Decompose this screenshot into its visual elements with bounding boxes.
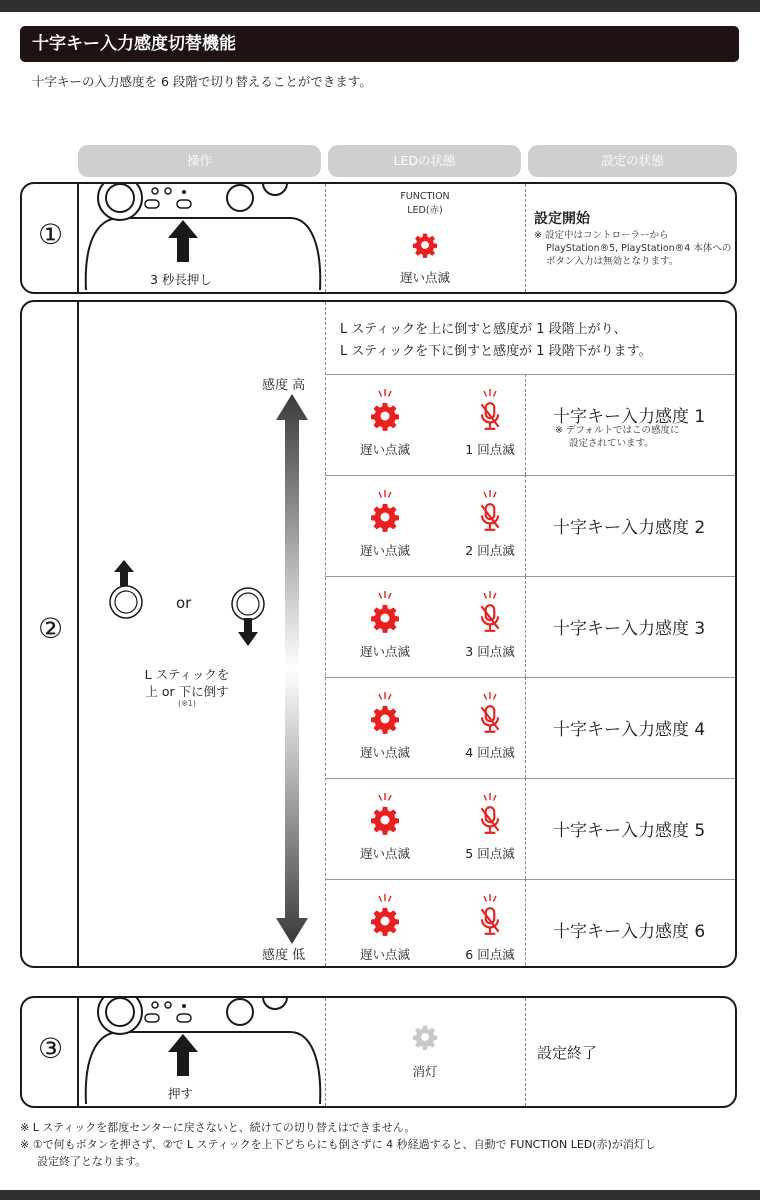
row-sensitivity-level: 十字キー入力感度 2 [553, 518, 706, 538]
step-3-led-state: 消灯 [412, 1064, 438, 1079]
mic-mute-icon [475, 489, 505, 535]
row-divider [325, 374, 737, 375]
row-divider [325, 778, 737, 779]
gear-led-icon [370, 388, 400, 432]
row-note-line1: ※ デフォルトではこの感度に [555, 425, 680, 436]
row-led-state: 遅い点滅 [359, 745, 410, 760]
column-divider [325, 184, 326, 292]
gear-led-icon [370, 792, 400, 836]
sensitivity-high-label: 感度 高 [262, 378, 306, 393]
row-led-state: 遅い点滅 [359, 644, 410, 659]
column-divider [525, 998, 526, 1106]
column-divider [525, 184, 526, 292]
row-led-state: 遅い点滅 [359, 846, 410, 861]
row-blink-count: 3 回点滅 [465, 644, 515, 659]
mic-mute-icon [475, 792, 505, 838]
step-1-note-line1: ※ 設定中はコントローラーから [534, 230, 669, 241]
step-1-note-line3: ボタン入力は無効となります。 [546, 256, 679, 267]
controller-illustration [80, 996, 325, 1108]
stick-label-line2: 上 or 下に倒す [145, 684, 229, 699]
column-divider [525, 475, 526, 576]
gear-led-icon [370, 590, 400, 634]
led-caption-line1: FUNCTION [400, 191, 450, 202]
instruction-line1: L スティックを上に倒すと感度が 1 段階上がり、 [340, 322, 627, 337]
row-divider [325, 879, 737, 880]
row-divider [325, 475, 737, 476]
row-sensitivity-level: 十字キー入力感度 5 [553, 821, 706, 841]
row-blink-count: 4 回点滅 [465, 745, 515, 760]
row-led-state: 遅い点滅 [359, 543, 410, 558]
step-1-section [20, 182, 737, 294]
sensitivity-row [325, 576, 737, 677]
row-blink-count: 6 回点滅 [465, 947, 515, 962]
row-divider [325, 576, 737, 577]
top-edge-bar [0, 0, 760, 12]
step-3-status-title: 設定終了 [537, 1044, 598, 1062]
step-3-section [20, 996, 737, 1108]
gear-led-off-icon [412, 1024, 438, 1050]
step-1-note-line2: PlayStation®5, PlayStation®4 本体への [546, 243, 732, 254]
row-led-state: 遅い点滅 [359, 442, 410, 457]
page-title: 十字キー入力感度切替機能 [20, 26, 739, 62]
mic-mute-icon [475, 691, 505, 737]
instruction-line2: L スティックを下に倒すと感度が 1 段階下がります。 [340, 344, 652, 359]
sensitivity-row [325, 677, 737, 778]
row-blink-count: 5 回点滅 [465, 846, 515, 861]
row-sensitivity-level: 十字キー入力感度 4 [553, 720, 706, 740]
column-divider [525, 576, 526, 677]
step-2-number-column [22, 302, 79, 966]
stick-label-line1: L スティックを [144, 667, 230, 682]
step-3-number: ③ [37, 1032, 64, 1065]
column-header-status: 設定の状態 [528, 145, 737, 177]
mic-mute-icon [475, 590, 505, 636]
mic-mute-icon [475, 893, 505, 939]
sensitivity-row [325, 879, 737, 968]
step-1-action-label: 3 秒長押し [150, 272, 212, 287]
row-blink-count: 1 回点滅 [465, 442, 515, 457]
step-1-status-title: 設定開始 [534, 211, 590, 227]
step-3-action-label: 押す [168, 1086, 194, 1101]
column-divider [525, 778, 526, 879]
sensitivity-row [325, 475, 737, 576]
sensitivity-row [325, 778, 737, 879]
stick-up-icon [106, 560, 146, 620]
row-blink-count: 2 回点滅 [465, 543, 515, 558]
page-subtitle: 十字キーの入力感度を 6 段階で切り替えることができます。 [32, 74, 372, 89]
column-divider [525, 374, 526, 475]
footnote-2-cont: 設定終了となります。 [37, 1155, 147, 1168]
led-caption-line2: LED(赤) [407, 205, 443, 216]
row-sensitivity-level: 十字キー入力感度 1 [553, 407, 706, 427]
bottom-edge-bar [0, 1190, 760, 1200]
or-label: or [176, 594, 192, 612]
column-divider [325, 998, 326, 1106]
step-1-number: ① [37, 218, 64, 251]
gear-led-icon [370, 893, 400, 937]
gear-led-icon [412, 232, 438, 258]
row-divider [325, 677, 737, 678]
gear-led-icon [370, 691, 400, 735]
gear-led-icon [370, 489, 400, 533]
sensitivity-arrow [275, 394, 309, 944]
step-2-section [20, 300, 737, 968]
column-header-led: LEDの状態 [328, 145, 521, 177]
step-3-number-column [22, 998, 79, 1106]
footnote-2: ※ ①で何もボタンを押さず、②で L スティックを上下どちらにも倒さずに 4 秒経過すると、自動で FUNCTION LED(赤)が消灯し [20, 1138, 656, 1151]
row-led-state: 遅い点滅 [359, 947, 410, 962]
footnote-1: ※ L スティックを都度センターに戻さないと、続けての切り替えはできません。 [20, 1121, 416, 1134]
step-1-number-column [22, 184, 79, 292]
row-note-line2: 設定されています。 [569, 438, 654, 449]
stick-note: (※1) [177, 699, 197, 708]
arrow-up-icon [168, 1034, 198, 1076]
mic-mute-icon [475, 388, 505, 434]
step-2-number: ② [37, 612, 64, 645]
arrow-up-icon [168, 220, 198, 262]
column-divider [525, 677, 526, 778]
step-1-led-state: 遅い点滅 [399, 270, 450, 285]
row-sensitivity-level: 十字キー入力感度 3 [553, 619, 706, 639]
sensitivity-row [325, 374, 737, 475]
sensitivity-low-label: 感度 低 [262, 948, 306, 963]
column-header-operation: 操作 [78, 145, 321, 177]
row-sensitivity-level: 十字キー入力感度 6 [553, 922, 706, 942]
stick-down-icon [226, 586, 270, 648]
